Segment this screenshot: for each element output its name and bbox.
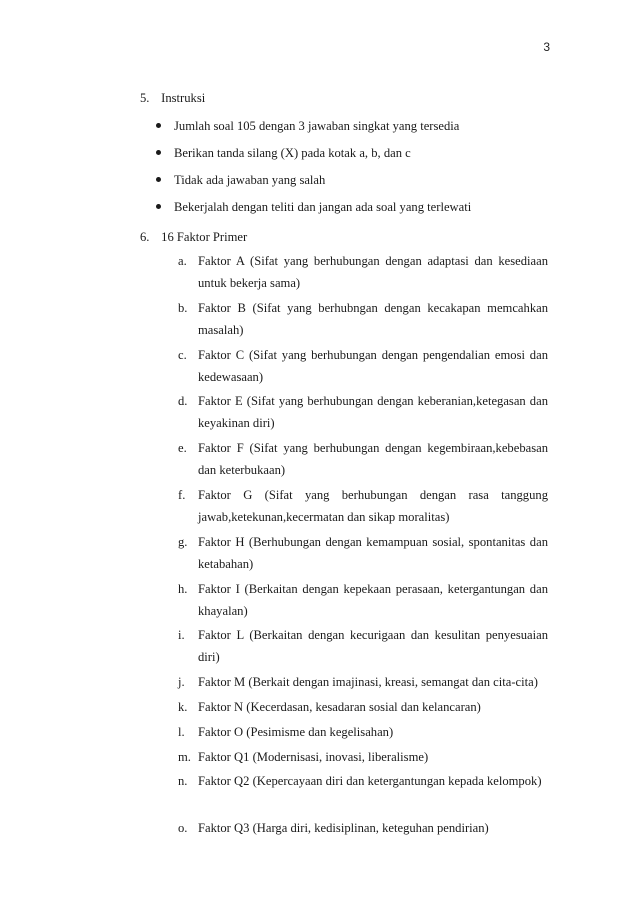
item-letter: d. bbox=[178, 394, 188, 409]
list-item bbox=[178, 696, 548, 718]
item-letter: g. bbox=[178, 534, 188, 549]
section-heading bbox=[140, 226, 560, 248]
bullet-icon bbox=[156, 177, 161, 182]
item-letter: l. bbox=[178, 724, 185, 739]
list-item bbox=[178, 770, 548, 814]
page-number: 3 bbox=[543, 40, 550, 54]
list-item bbox=[178, 578, 548, 622]
item-text: Faktor A (Sifat yang berhubungan dengan adaptasi dan kesediaan untuk bekerja sama) bbox=[198, 254, 548, 290]
item-letter: b. bbox=[178, 300, 188, 315]
list-item bbox=[178, 437, 548, 481]
list-item bbox=[178, 671, 548, 693]
list-item bbox=[140, 196, 560, 223]
item-text: Faktor B (Sifat yang berhubngan dengan kecakapan memcahkan masalah) bbox=[198, 300, 548, 337]
list-item-text: Berikan tanda silang (X) pada kotak a, b, dan c bbox=[174, 146, 411, 160]
list-item bbox=[178, 531, 548, 575]
section-faktor bbox=[140, 226, 560, 248]
item-text: Faktor G (Sifat yang berhubungan dengan rasa tanggung jawab,ketekunan,kecermatan dan sikap moralitas) bbox=[198, 487, 548, 524]
bullet-icon bbox=[156, 204, 161, 209]
item-text: Faktor N (Kecerdasan, kesadaran sosial dan kelancaran) bbox=[198, 699, 481, 714]
item-letter: h. bbox=[178, 581, 188, 596]
item-text: Faktor M (Berkait dengan imajinasi, kreasi, semangat dan cita-cita) bbox=[198, 675, 538, 690]
section-title: Instruksi bbox=[161, 91, 206, 105]
item-text: Faktor Q3 (Harga diri, kedisiplinan, keteguhan pendirian) bbox=[198, 821, 489, 836]
bullet-icon bbox=[156, 150, 161, 155]
item-letter: i. bbox=[178, 628, 185, 643]
section-number: 5. bbox=[140, 91, 150, 105]
section-number: 6. bbox=[140, 230, 150, 244]
list-item-text: Jumlah soal 105 dengan 3 jawaban singkat yang tersedia bbox=[174, 119, 460, 133]
list-item bbox=[178, 624, 548, 668]
item-letter: a. bbox=[178, 254, 187, 268]
item-letter: n. bbox=[178, 774, 188, 789]
item-text: Faktor L (Berkaitan dengan kecurigaan dan kesulitan penyesuaian diri) bbox=[198, 628, 548, 665]
section-heading bbox=[140, 87, 560, 109]
item-text: Faktor C (Sifat yang berhubungan dengan pengendalian emosi dan kedewasaan) bbox=[198, 347, 548, 384]
list-item bbox=[178, 817, 548, 839]
bullet-icon bbox=[156, 123, 161, 128]
item-letter: m. bbox=[178, 749, 191, 764]
list-item-text: Bekerjalah dengan teliti dan jangan ada soal yang terlewati bbox=[174, 200, 472, 214]
instruction-list bbox=[140, 115, 560, 223]
item-text: Faktor O (Pesimisme dan kegelisahan) bbox=[198, 724, 394, 739]
item-text: Faktor F (Sifat yang berhubungan dengan kegembiraan,kebebasan dan keterbukaan) bbox=[198, 441, 548, 478]
factor-list bbox=[178, 250, 548, 842]
list-item bbox=[178, 746, 548, 768]
item-text: Faktor Q2 (Kepercayaan diri dan ketergantungan kepada kelompok) bbox=[198, 774, 542, 789]
section-instruksi bbox=[140, 87, 560, 223]
list-item-text: Tidak ada jawaban yang salah bbox=[174, 173, 326, 187]
section-title: 16 Faktor Primer bbox=[161, 230, 248, 244]
list-item bbox=[178, 250, 548, 294]
item-text: Faktor I (Berkaitan dengan kepekaan perasaan, ketergantungan dan khayalan) bbox=[198, 581, 548, 618]
item-text: Faktor E (Sifat yang berhubungan dengan keberanian,ketegasan dan keyakinan diri) bbox=[198, 394, 548, 431]
item-letter: e. bbox=[178, 441, 187, 456]
item-letter: o. bbox=[178, 821, 188, 836]
item-text: Faktor H (Berhubungan dengan kemampuan sosial, spontanitas dan ketabahan) bbox=[198, 534, 548, 571]
list-item bbox=[140, 142, 560, 169]
item-letter: k. bbox=[178, 699, 188, 714]
item-letter: f. bbox=[178, 487, 186, 502]
item-letter: j. bbox=[178, 675, 185, 690]
list-item bbox=[178, 344, 548, 388]
item-text: Faktor Q1 (Modernisasi, inovasi, liberalisme) bbox=[198, 749, 429, 764]
item-letter: c. bbox=[178, 347, 187, 362]
list-item bbox=[178, 297, 548, 341]
list-item bbox=[178, 721, 548, 743]
list-item bbox=[140, 115, 560, 142]
list-item bbox=[140, 169, 560, 196]
list-item bbox=[178, 390, 548, 434]
list-item bbox=[178, 484, 548, 528]
